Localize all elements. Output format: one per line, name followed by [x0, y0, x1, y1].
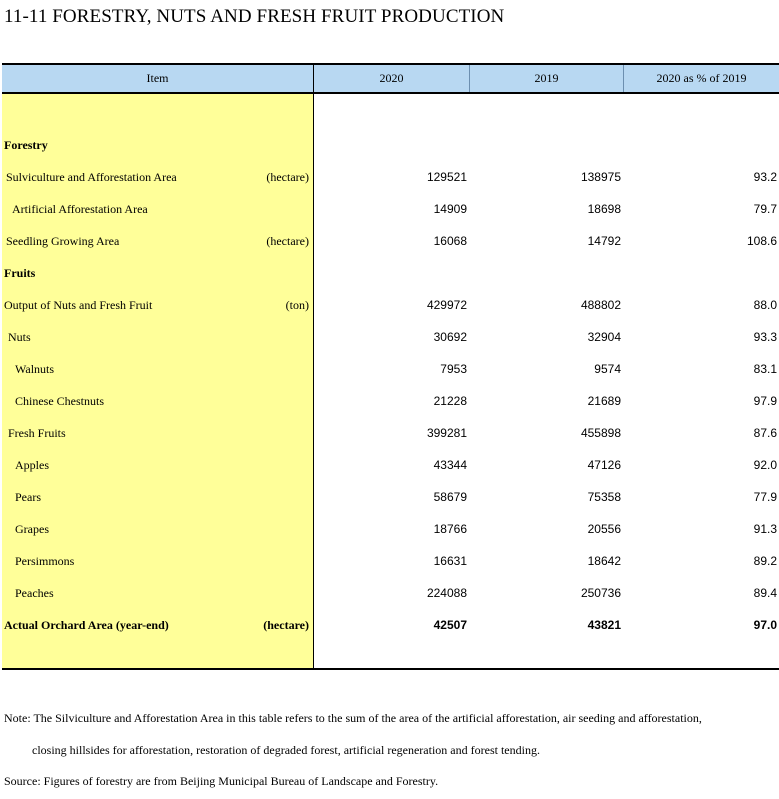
row-label: Fresh Fruits	[8, 426, 66, 440]
row-label: Fruits	[4, 266, 36, 280]
value-percent: 89.4	[753, 586, 777, 600]
value-percent: 97.0	[753, 618, 777, 632]
table-row	[2, 423, 779, 443]
row-label: Seedling Growing Area	[6, 234, 120, 248]
row-label: Pears	[15, 490, 41, 504]
row-label: Sulviculture and Afforestation Area	[6, 170, 177, 184]
table-row	[2, 615, 779, 635]
data-table	[2, 63, 779, 670]
note-line-2: closing hillsides for afforestation, restoration of degraded forest, artificial regeneration and forest tending.	[32, 743, 540, 757]
value-2020: 16068	[433, 234, 467, 248]
table-header	[2, 63, 779, 94]
table-row	[2, 135, 779, 155]
row-label: Persimmons	[15, 554, 75, 568]
value-2019: 250736	[580, 586, 621, 600]
value-2020: 429972	[426, 298, 467, 312]
value-2019: 21689	[587, 394, 621, 408]
value-percent: 91.3	[753, 522, 777, 536]
value-2020: 42507	[433, 618, 467, 632]
row-label: Chinese Chestnuts	[15, 394, 104, 408]
row-label: Peaches	[15, 586, 54, 600]
table-row	[2, 295, 779, 315]
value-2020: 21228	[433, 394, 467, 408]
table-row	[2, 199, 779, 219]
table-row	[2, 391, 779, 411]
row-label: Apples	[15, 458, 49, 472]
source-note: Source: Figures of forestry are from Beijing Municipal Bureau of Landscape and Forestry.	[4, 774, 439, 788]
header-divider	[623, 65, 624, 92]
value-2020: 30692	[433, 330, 467, 344]
table-row	[2, 455, 779, 475]
row-label: Forestry	[4, 138, 48, 152]
value-2020: 399281	[426, 426, 467, 440]
table-row	[2, 519, 779, 539]
value-2020: 14909	[433, 202, 467, 216]
header-percent: 2020 as % of 2019	[656, 71, 747, 85]
row-label: Output of Nuts and Fresh Fruit	[4, 298, 153, 312]
value-percent: 77.9	[753, 490, 777, 504]
value-percent: 87.6	[753, 426, 777, 440]
row-label: Nuts	[8, 330, 31, 344]
value-2019: 9574	[594, 362, 621, 376]
value-percent: 93.2	[753, 170, 777, 184]
value-percent: 88.0	[753, 298, 777, 312]
value-2020: 129521	[426, 170, 467, 184]
header-item: Item	[146, 71, 169, 85]
header-2020: 2020	[379, 71, 404, 85]
header-divider	[469, 65, 470, 92]
row-unit: (hectare)	[266, 234, 309, 248]
value-percent: 92.0	[753, 458, 777, 472]
table-bottom-rule	[2, 668, 779, 670]
value-percent: 89.2	[753, 554, 777, 568]
value-2019: 32904	[587, 330, 621, 344]
row-unit: (ton)	[285, 298, 309, 312]
value-2020: 58679	[433, 490, 467, 504]
value-2019: 75358	[587, 490, 621, 504]
header-2019: 2019	[534, 71, 559, 85]
table-row	[2, 359, 779, 379]
value-percent: 97.9	[753, 394, 777, 408]
value-2019: 488802	[580, 298, 621, 312]
value-2019: 138975	[580, 170, 621, 184]
value-percent: 83.1	[753, 362, 777, 376]
value-percent: 108.6	[746, 234, 777, 248]
row-label: Artificial Afforestation Area	[12, 202, 148, 216]
table-row	[2, 263, 779, 283]
row-label: Walnuts	[15, 362, 55, 376]
value-2019: 20556	[587, 522, 621, 536]
value-2019: 47126	[587, 458, 621, 472]
row-label: Grapes	[15, 522, 49, 536]
value-2020: 7953	[440, 362, 467, 376]
row-label: Actual Orchard Area (year-end)	[4, 618, 169, 632]
value-2020: 18766	[433, 522, 467, 536]
table-row	[2, 231, 779, 251]
value-percent: 93.3	[753, 330, 777, 344]
table-row	[2, 487, 779, 507]
value-2019: 18642	[587, 554, 621, 568]
value-2020: 16631	[433, 554, 467, 568]
table-row	[2, 583, 779, 603]
value-2019: 18698	[587, 202, 621, 216]
value-2019: 455898	[580, 426, 621, 440]
page-title: 11-11 FORESTRY, NUTS AND FRESH FRUIT PRODUCTION	[4, 6, 505, 27]
value-percent: 79.7	[753, 202, 777, 216]
value-2019: 43821	[587, 618, 621, 632]
row-unit: (hectare)	[263, 618, 309, 632]
table-row	[2, 167, 779, 187]
table-row	[2, 327, 779, 347]
value-2019: 14792	[587, 234, 621, 248]
value-2020: 224088	[426, 586, 467, 600]
table-row	[2, 551, 779, 571]
note-line-1: Note: The Silviculture and Afforestation Area in this table refers to the sum of the area of the artificial afforestation, air seeding and afforestation,	[4, 711, 702, 725]
row-unit: (hectare)	[266, 170, 309, 184]
value-2020: 43344	[433, 458, 467, 472]
